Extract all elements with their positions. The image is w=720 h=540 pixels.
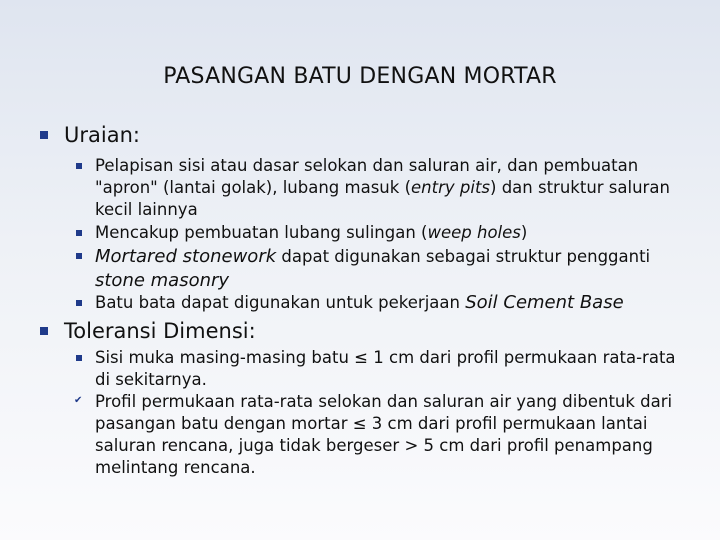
- section-heading-uraian: Uraian:: [64, 123, 140, 147]
- square-bullet-icon: [40, 131, 48, 139]
- slide-title: PASANGAN BATU DENGAN MORTAR: [163, 64, 557, 89]
- list-item-text: Mencakup pembuatan lubang sulingan (weep holes): [95, 223, 528, 242]
- square-bullet-icon: [76, 253, 82, 259]
- square-bullet-icon: [40, 327, 48, 335]
- square-bullet-icon: [76, 230, 82, 236]
- list-item-text: Batu bata dapat digunakan untuk pekerjaan Soil Cement Base: [95, 292, 624, 313]
- checkmark-bullet-icon: ✔: [74, 395, 83, 406]
- square-bullet-icon: [76, 163, 82, 169]
- section-heading-toleransi: Toleransi Dimensi:: [64, 319, 256, 343]
- list-item-text: Mortared stonework dapat digunakan sebagai struktur pengganti stone masonry: [95, 246, 651, 291]
- square-bullet-icon: [76, 300, 82, 306]
- list-item-text: Sisi muka masing-masing batu ≤ 1 cm dari profil permukaan rata-rata di sekitarnya.: [95, 348, 676, 389]
- square-bullet-icon: [76, 355, 82, 361]
- list-item-text: Profil permukaan rata-rata selokan dan saluran air yang dibentuk dari pasangan batu dengan mortar ≤ 3 cm dari profil permukaan lantai saluran rencana, juga tidak bergeser > 5 cm dari profil penampang melintang rencana.: [95, 392, 673, 477]
- list-item-text: Pelapisan sisi atau dasar selokan dan saluran air, dan pembuatan "apron" (lantai golak), lubang masuk (entry pits) dan struktur saluran kecil lainnya: [95, 156, 670, 219]
